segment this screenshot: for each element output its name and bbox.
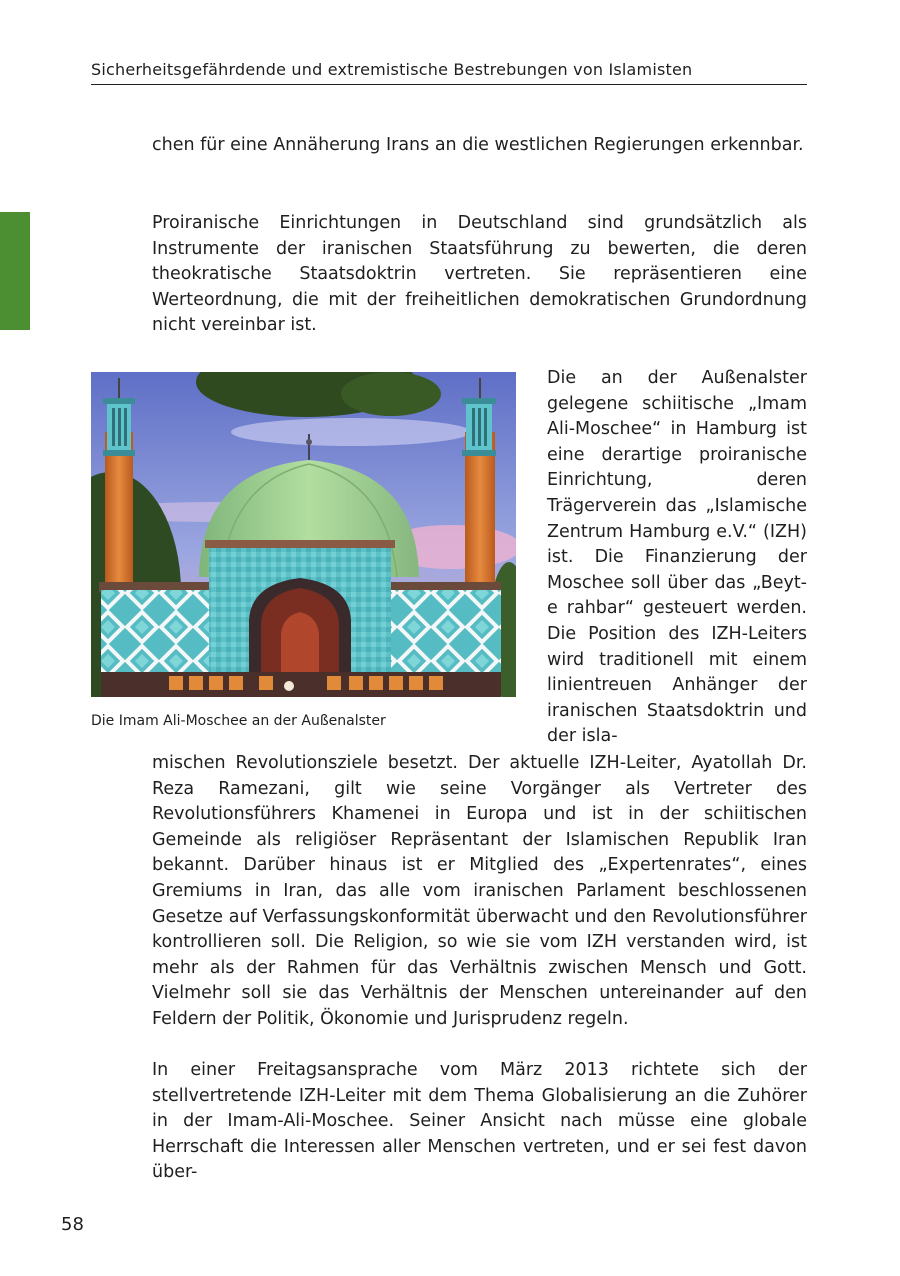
page-number: 58	[61, 1214, 84, 1235]
mosque-photo	[91, 372, 516, 697]
section-color-tab	[0, 212, 30, 330]
paragraph-3-wrapped: Die an der Außenalster gelegene schiitische „Imam Ali-Moschee“ in Hamburg ist eine derartige proiranische Einrichtung, deren Trägerverein das „Islamische Zentrum Hamburg e.V.“ (IZH) ist. Die Finanzierung der Moschee soll über das „Beyt-e rahbar“ gesteuert werden. Die Position des IZH-Leiters wird traditionell mit einem linientreuen Anhänger der iranischen Staatsdoktrin und der isla-	[547, 368, 807, 747]
mosque-illustration	[91, 372, 516, 697]
paragraph-4: In einer Freitagsansprache vom März 2013 richtete sich der stellvertretende IZH-Leiter mit dem Thema Globalisierung an die Zuhörer in der Imam-Ali-Moschee. Seiner Ansicht nach müsse eine globale Herrschaft die Interessen aller Menschen vertreten, und er sei fest davon über-	[152, 1060, 807, 1183]
running-header: Sicherheitsgefährdende und extremistische Bestrebungen von Islamisten	[91, 60, 807, 85]
figure-caption: Die Imam Ali-Moschee an der Außenalster	[91, 713, 386, 729]
paragraph-3-continued: mischen Revolutionsziele besetzt. Der aktuelle IZH-Leiter, Ayatollah Dr. Reza Ramezani, gilt wie seine Vorgänger als Vertreter des Revolutionsführers Khamenei in Europa und ist in der schiitischen Gemeinde als religiöser Repräsentant der Islamischen Republik Iran bekannt. Darüber hinaus ist er Mitglied des „Expertenrates“, eines Gremiums in Iran, das alle vom iranischen Parlament beschlossenen Gesetze auf Verfassungskonformität überwacht und den Revolutionsführer kontrollieren soll. Die Religion, so wie sie vom IZH verstanden wird, ist mehr als der Rahmen für das Verhältnis zwischen Mensch und Gott. Vielmehr soll sie das Verhältnis der Menschen untereinander auf den Feldern der Politik, Ökonomie und Jurisprudenz regeln.	[152, 753, 807, 1029]
paragraph-1: chen für eine Annäherung Irans an die westlichen Regierungen erkennbar.	[152, 135, 804, 155]
paragraph-2: Proiranische Einrichtungen in Deutschland sind grundsätzlich als Instrumente der iranischen Staatsführung zu bewerten, die deren theokratische Staatsdoktrin vertreten. Sie repräsentieren eine Werteordnung, die mit der freiheitlichen demokratischen Grundordnung nicht vereinbar ist.	[152, 213, 807, 336]
